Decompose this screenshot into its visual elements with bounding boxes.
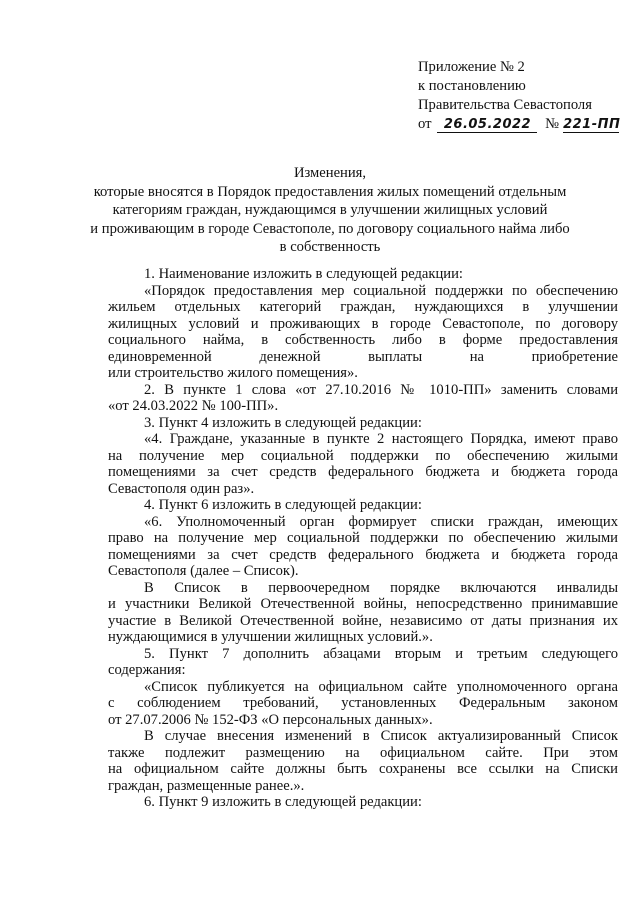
title-line: Изменения, (293, 165, 367, 181)
paragraph-8-line: нуждающимися в улучшении жилищных условий.». (108, 629, 433, 645)
paragraph-10-line: от 27.07.2006 № 152-ФЗ «О персональных данных». (108, 711, 433, 728)
paragraph-10-line: с соблюдением требований, установленных Федеральным законом (108, 695, 618, 711)
title-line: категориям граждан, нуждающимся в улучшении жилищных условий (112, 202, 548, 218)
appendix-number: Приложение № 2 (418, 59, 525, 75)
paragraph-8-line: и участники Великой Отечественной войны, непосредственно принимавшие (108, 596, 618, 612)
paragraph-6: 4. Пункт 6 изложить в следующей редакции: (144, 497, 422, 513)
appendix-date-line (418, 115, 628, 134)
paragraph-2-line: «Порядок предоставления мер социальной поддержки по обеспечению (144, 282, 618, 299)
paragraph-5-line: «4. Граждане, указанные в пункте 2 настоящего Порядка, имеют право (144, 431, 618, 447)
paragraph-2-line: или строительство жилого помещения». (108, 365, 358, 381)
paragraph-7-line: «6. Уполномоченный орган формирует списки граждан, имеющих (144, 513, 618, 530)
handwritten-date: 26.05.2022 (437, 118, 537, 133)
paragraph-11-line: В случае внесения изменений в Список актуализированный Список (144, 728, 618, 744)
handwritten-number: 221-ПП (563, 117, 621, 132)
paragraph-7-line: Севастополя (далее – Список). (108, 563, 299, 579)
title-line: и проживающим в городе Севастополе, по договору социального найма либо (90, 220, 570, 237)
paragraph-11-line: граждан, размещенные ранее.». (108, 777, 305, 794)
document-body (108, 266, 618, 811)
paragraph-12: 6. Пункт 9 изложить в следующей редакции: (144, 794, 422, 810)
paragraph-2-line: единовременной денежной выплаты на приобретение (108, 348, 618, 365)
paragraph-1: 1. Наименование изложить в следующей редакции: (144, 266, 463, 282)
paragraph-5-line: Севастополя один раз». (108, 480, 255, 497)
paragraph-7-line: помещениями за счет средств федерального бюджета и бюджета города (108, 546, 618, 563)
paragraph-9-line: содержания: (108, 662, 186, 678)
paragraph-5-line: помещениями за счет средств федерального бюджета и бюджета города (108, 464, 618, 480)
title-line: в собственность (279, 239, 381, 255)
paragraph-7-line: право на получение мер социальной поддержки по обеспечению жилыми (108, 530, 618, 546)
appendix-block (418, 58, 628, 134)
paragraph-2-line: социального найма, в собственность либо в форме предоставления (108, 332, 618, 348)
number-prefix: № (545, 116, 560, 132)
paragraph-3-line: «от 24.03.2022 № 100-ПП». (108, 398, 279, 414)
paragraph-8-line: участие в Великой Отечественной войне, независимо от даты признания их (108, 612, 618, 629)
date-prefix: от (418, 116, 432, 132)
paragraph-11-line: также подлежит размещению на официальном сайте. При этом (108, 744, 618, 761)
appendix-government: Правительства Севастополя (418, 97, 592, 113)
paragraph-10-line: «Список публикуется на официальном сайте уполномоченного органа (144, 678, 618, 695)
paragraph-2-line: жильем отдельных категорий граждан, нуждающихся в улучшении (108, 299, 618, 315)
paragraph-8-line: В Список в первоочередном порядке включаются инвалиды (144, 579, 618, 596)
paragraph-9-line: 5. Пункт 7 дополнить абзацами вторым и третьим следующего (144, 645, 618, 662)
paragraph-2-line: жилищных условий и проживающих в городе Севастополе, по договору (108, 315, 618, 332)
paragraph-11-line: на официальном сайте должны быть сохранены все ссылки на Списки (108, 761, 618, 777)
paragraph-3-line: 2. В пункте 1 слова «от 27.10.2016 № 1010-ПП» заменить словами (144, 381, 618, 398)
title-line: которые вносятся в Порядок предоставления жилых помещений отдельным (93, 183, 567, 200)
document-title (60, 164, 600, 257)
paragraph-5-line: на получение мер социальной поддержки по обеспечению жилыми (108, 447, 618, 464)
appendix-to-decree: к постановлению (418, 78, 526, 94)
paragraph-4: 3. Пункт 4 изложить в следующей редакции: (144, 414, 422, 431)
